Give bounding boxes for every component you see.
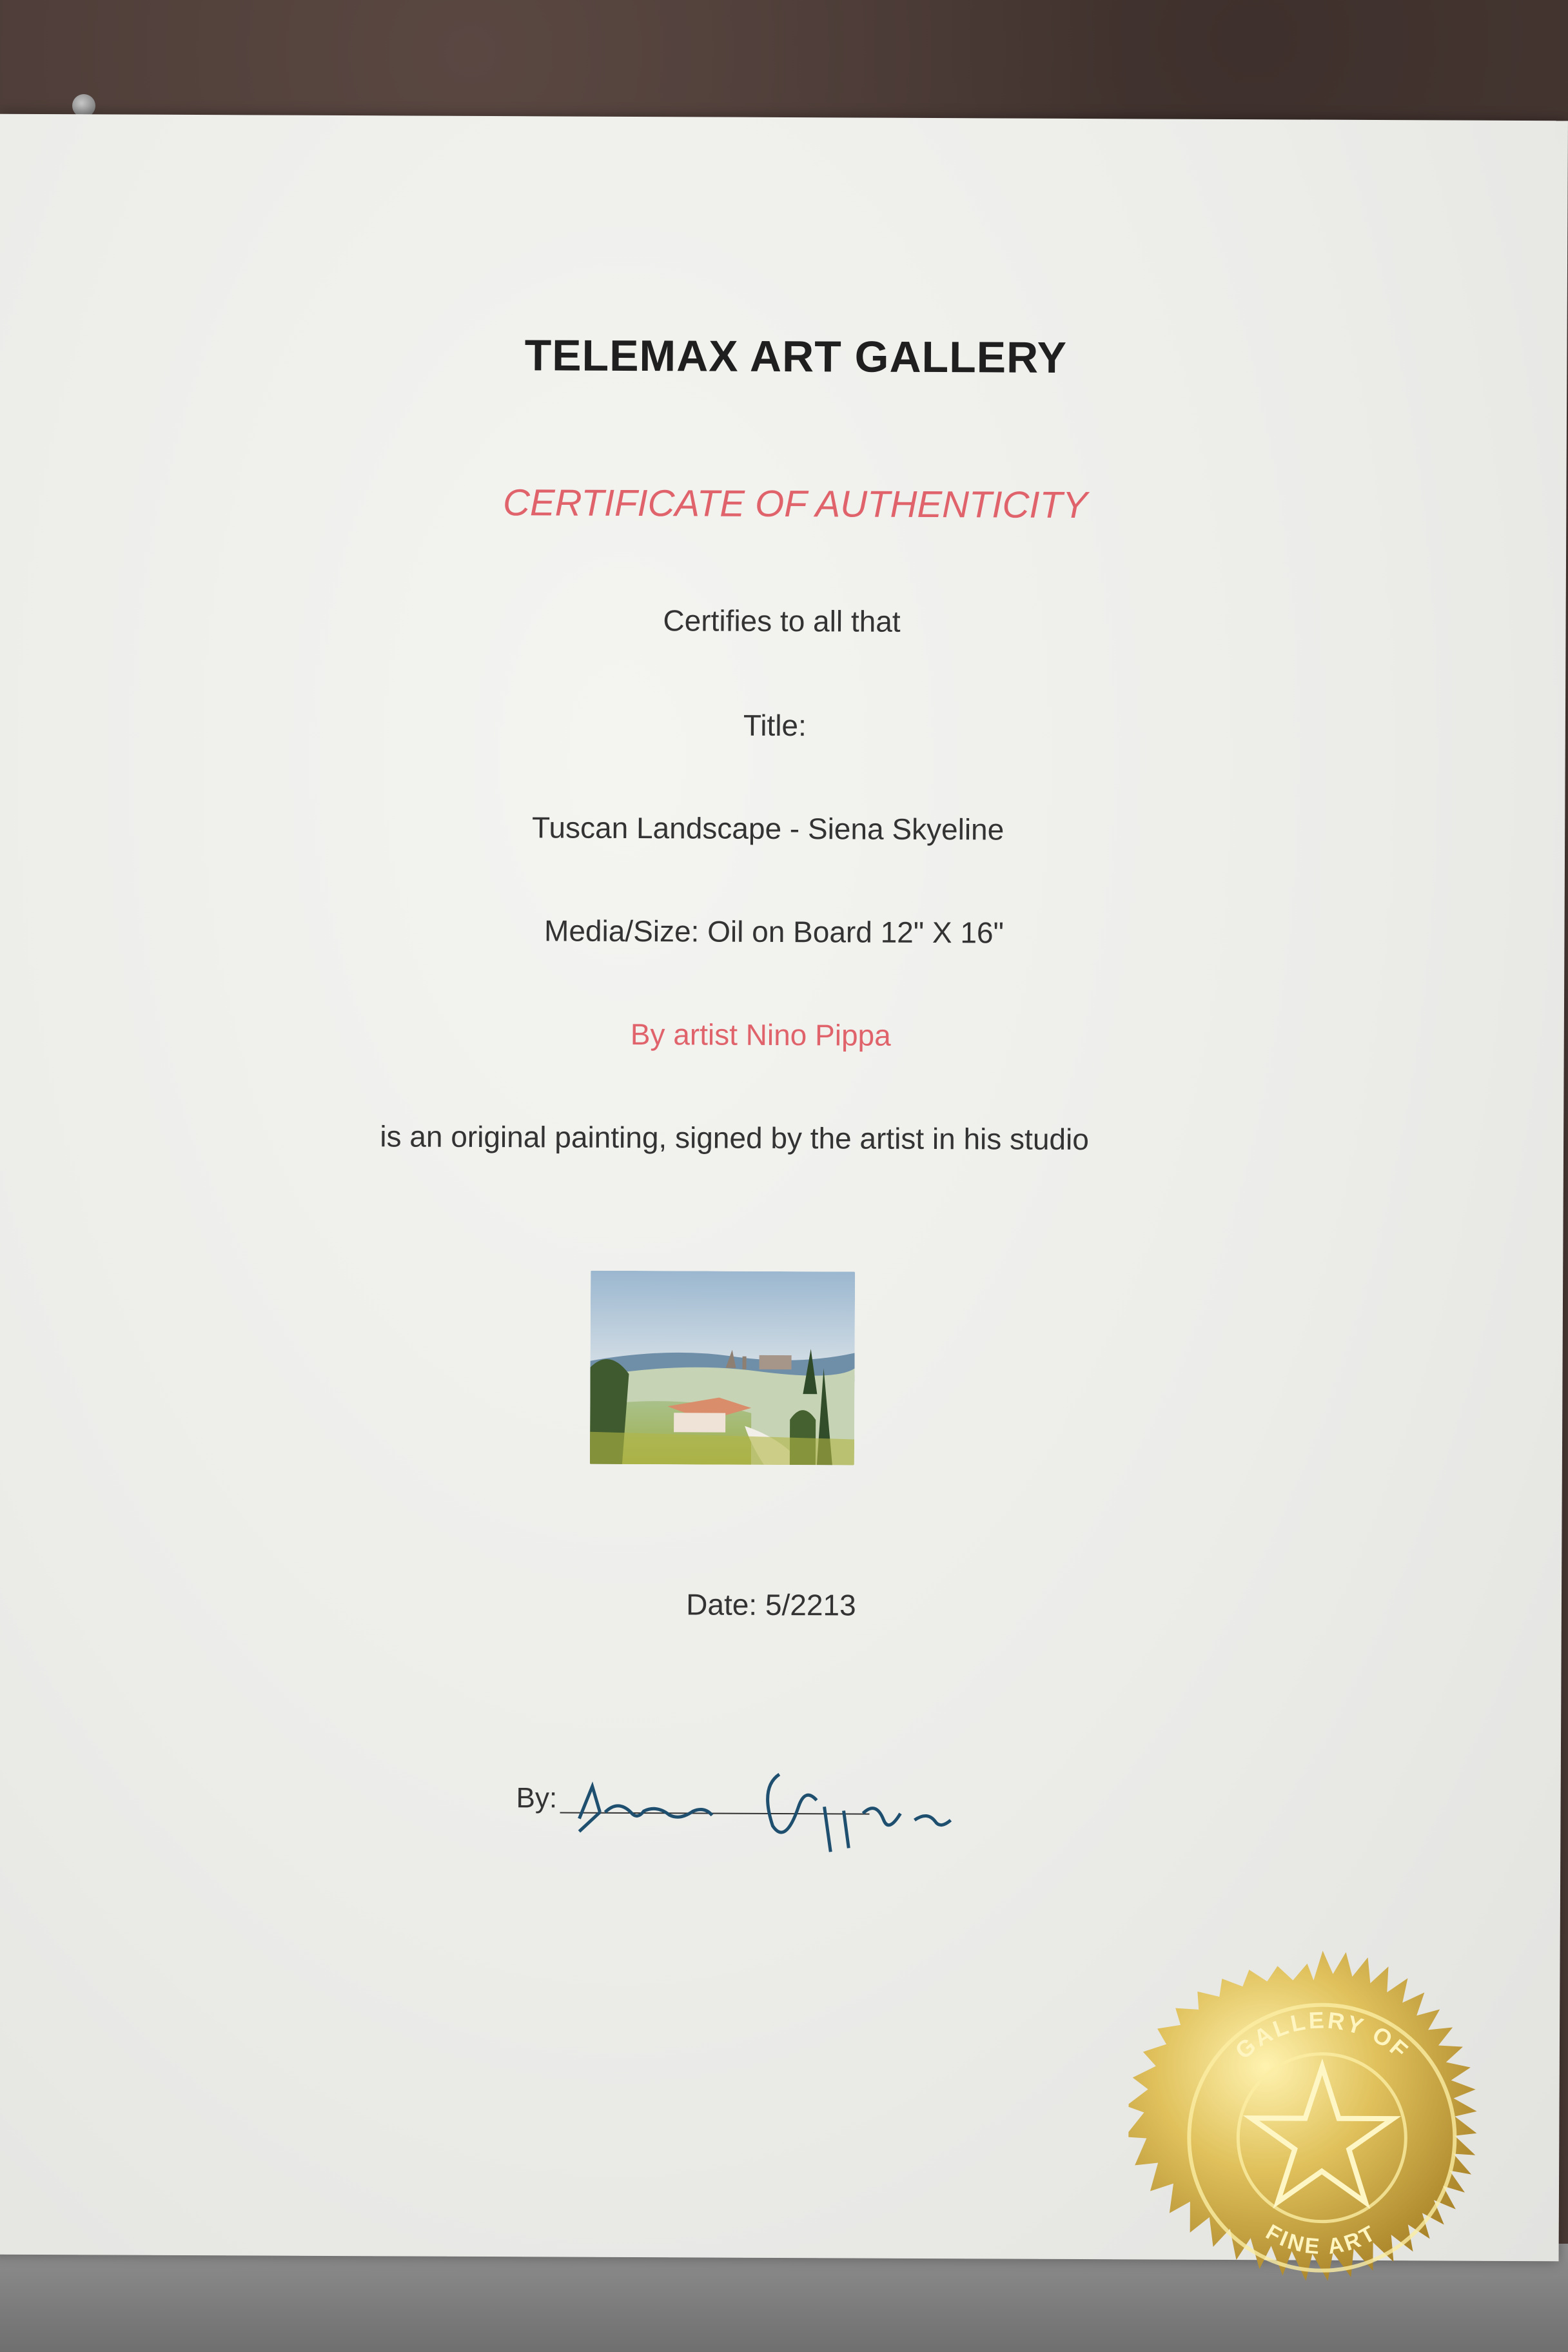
artwork-title: Tuscan Landscape - Siena Skyeline [531,810,1004,847]
media-size: Media/Size: Oil on Board 12" X 16" [544,914,1004,950]
seal-text-top: GALLERY OF [1230,2006,1415,2065]
certificate-title: CERTIFICATE OF AUTHENTICITY [502,482,1088,527]
artist-signature [566,1748,992,1866]
landscape-painting-image [590,1271,855,1465]
title-label: Title: [743,708,807,743]
certificate-paper [0,114,1568,2262]
certificate-date: Date: 5/2213 [686,1587,856,1622]
certifies-text: Certifies to all that [663,603,901,638]
artist-line: By artist Nino Pippa [630,1017,891,1052]
authenticity-statement: is an original painting, signed by the artist in his studio [380,1119,1089,1157]
painting-thumbnail [590,1271,855,1465]
signature-label: By: [516,1782,558,1814]
gallery-name: TELEMAX ART GALLERY [524,331,1068,382]
background-surface-top [0,0,1568,129]
gold-seal [1128,1943,1516,2332]
seal-text-bottom: FINE ART [1261,2219,1382,2260]
